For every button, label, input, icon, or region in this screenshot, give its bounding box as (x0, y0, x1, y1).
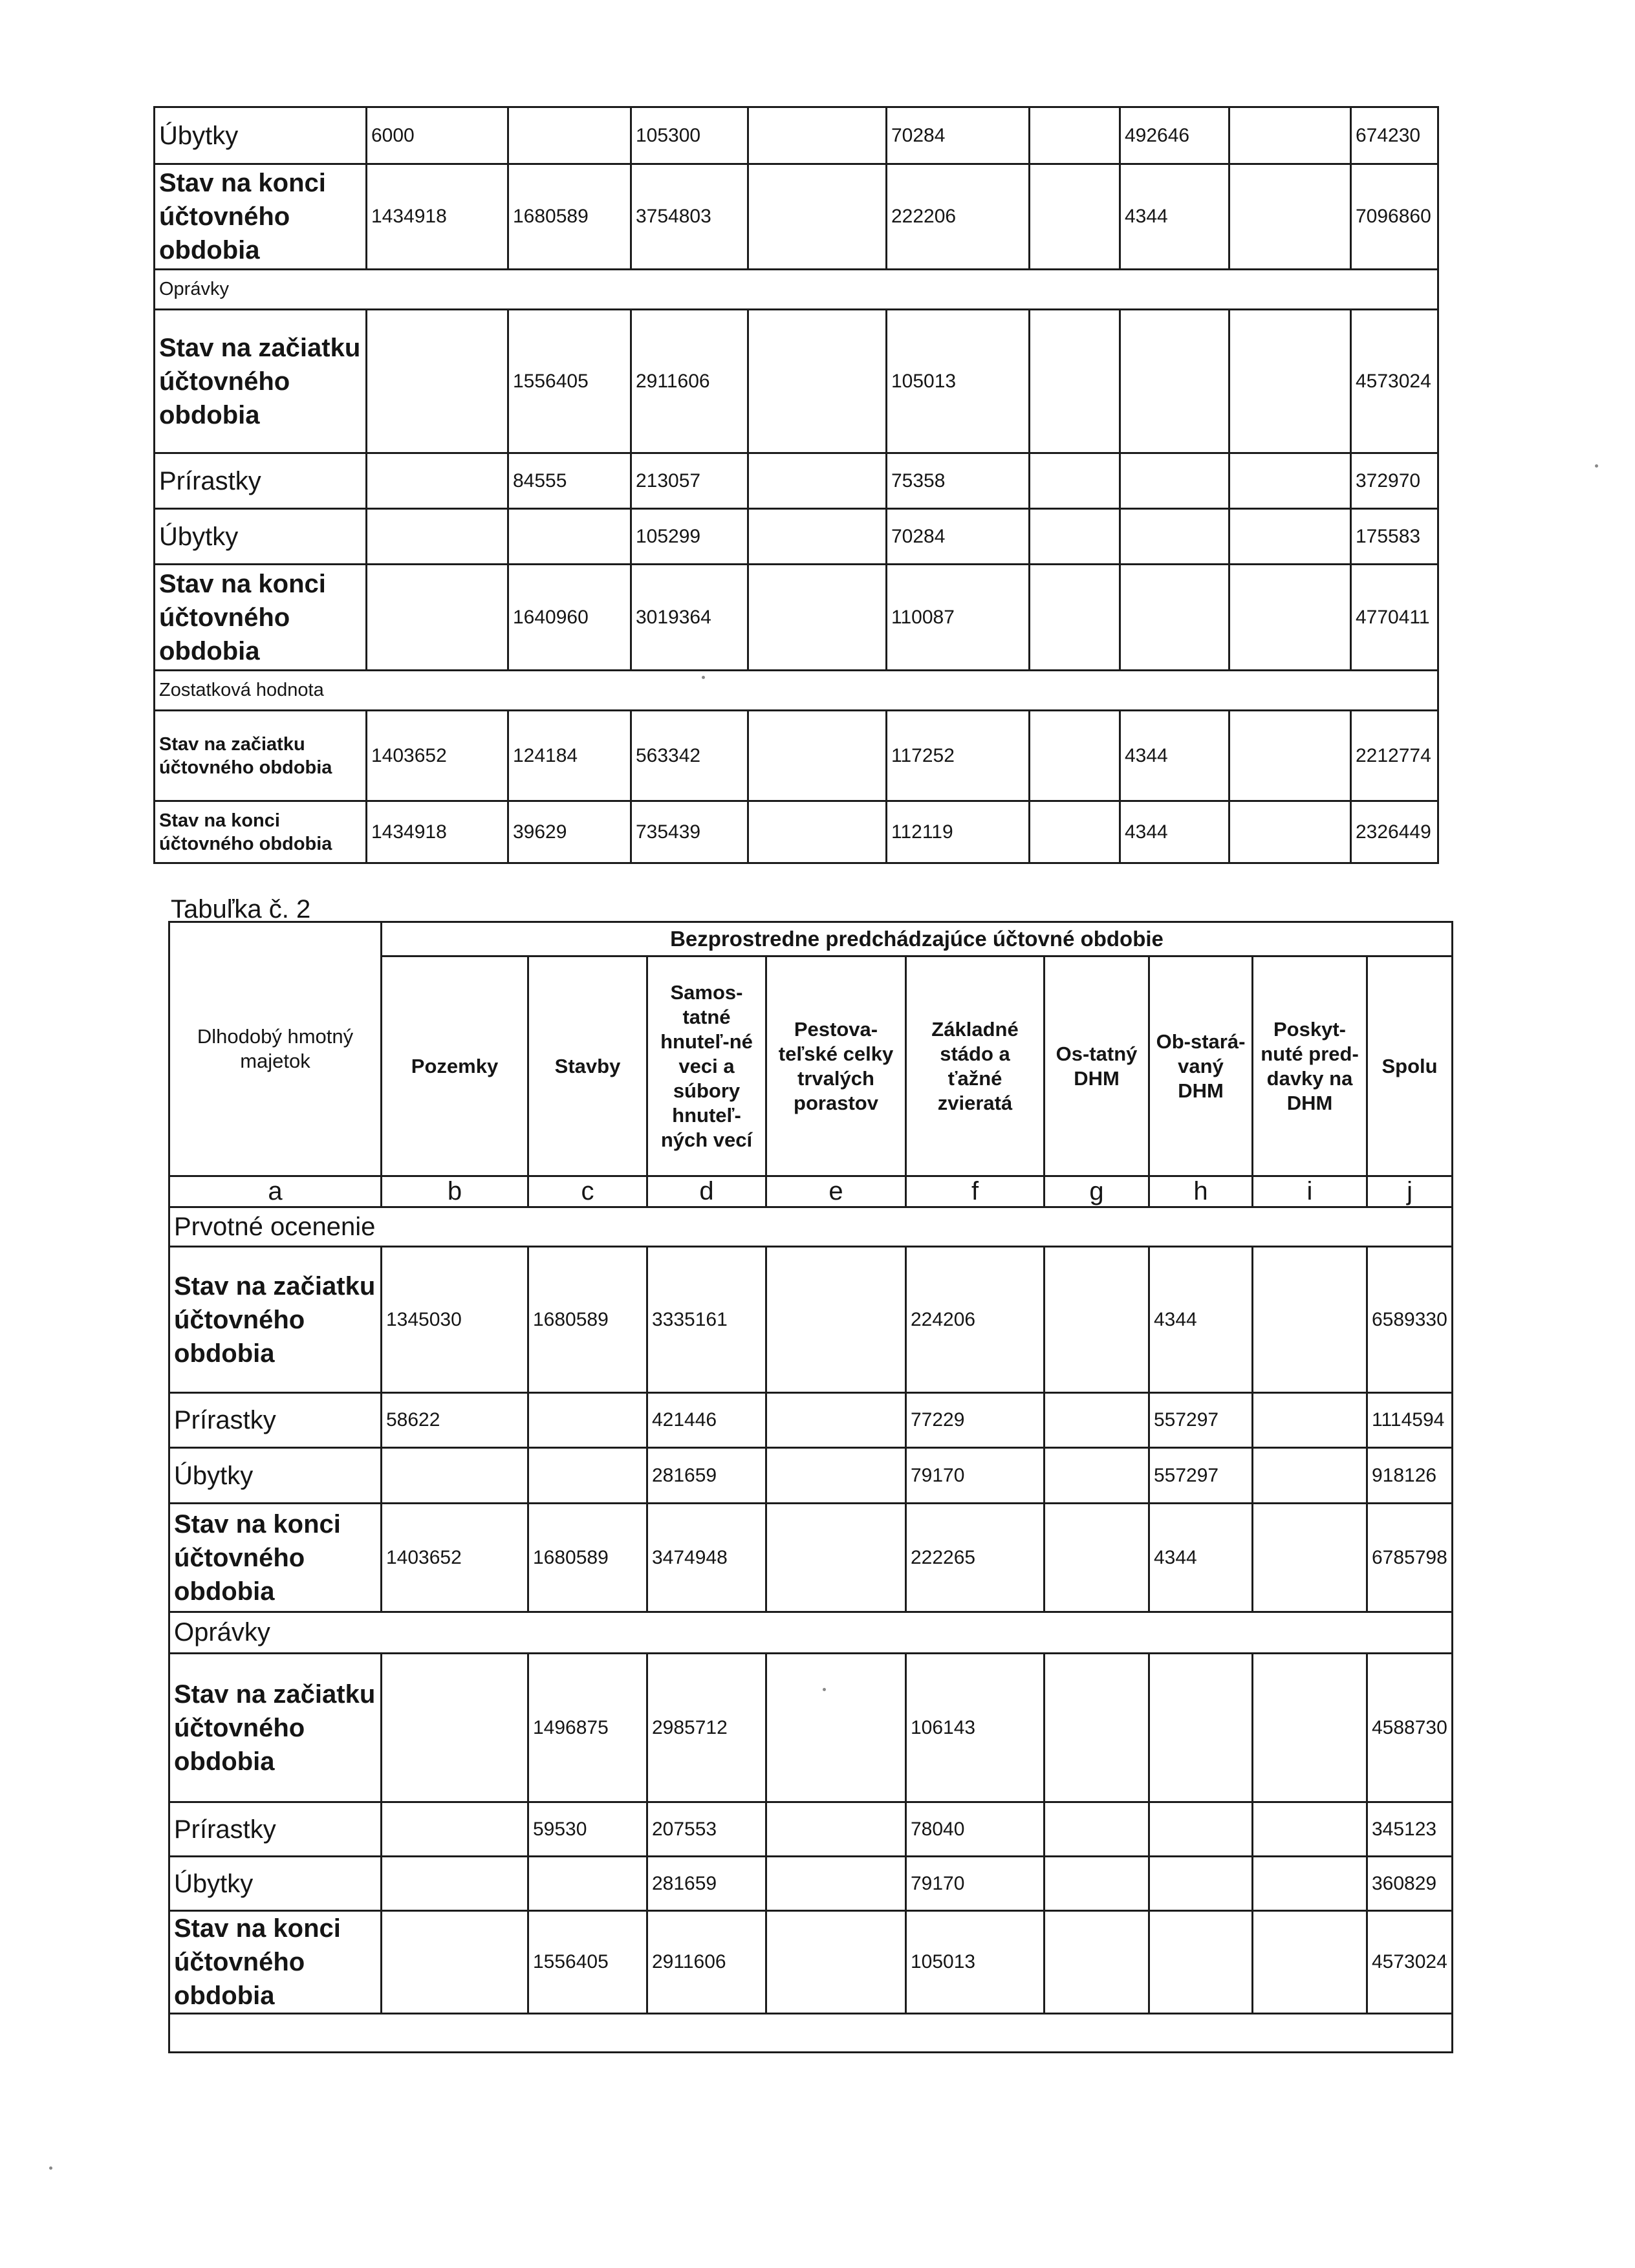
cell-c (528, 1393, 647, 1448)
cell-c (528, 1448, 647, 1504)
row-label: Stav na začiatku účtovného obdobia (169, 1247, 382, 1393)
cell-d: 207553 (647, 1802, 766, 1857)
cell-h: 4344 (1149, 1247, 1253, 1393)
row-label: Stav na konci účtovného obdobia (169, 1504, 382, 1612)
row-label: Stav na konci účtovného obdobia (155, 801, 367, 863)
cell-e (766, 1911, 906, 2014)
col-header-hnutelne-veci: Samos- tatné hnuteľ-né veci a súbory hnuteľ- ných vecí (647, 956, 766, 1176)
cell-d: 105299 (631, 509, 748, 565)
row-label: Prírastky (169, 1802, 382, 1857)
cell-c: 1496875 (528, 1654, 647, 1802)
scan-speck (49, 2166, 52, 2170)
cell-i (1229, 711, 1351, 801)
cell-b: 6000 (367, 107, 508, 164)
fixed-assets-table-previous-period (168, 921, 1453, 2053)
cell-j: 360829 (1367, 1857, 1453, 1911)
cell-j: 6785798 (1367, 1504, 1453, 1612)
cell-d: 2911606 (631, 310, 748, 453)
cell-h: 492646 (1120, 107, 1229, 164)
cell-b (382, 1654, 528, 1802)
cell-h (1149, 1654, 1253, 1802)
row-label: Úbytky (155, 107, 367, 164)
cell-d: 281659 (647, 1857, 766, 1911)
cell-g (1030, 565, 1120, 671)
row-label: Stav na konci účtovného obdobia (155, 565, 367, 671)
cell-d: 2985712 (647, 1654, 766, 1802)
table-row (155, 453, 1438, 509)
scan-speck (823, 1688, 826, 1691)
col-letter-e: e (766, 1176, 906, 1207)
cell-c (508, 509, 631, 565)
col-header-obstaravany-dhm: Ob-stará- vaný DHM (1149, 956, 1253, 1176)
cell-h: 4344 (1120, 164, 1229, 270)
cell-g (1030, 711, 1120, 801)
cell-e (766, 1802, 906, 1857)
period-header: Bezprostredne predchádzajúce účtovné obdobie (382, 922, 1453, 956)
cell-d: 3019364 (631, 565, 748, 671)
cell-d: 3335161 (647, 1247, 766, 1393)
table-row (155, 565, 1438, 671)
cell-b (382, 1802, 528, 1857)
cell-g (1045, 1247, 1149, 1393)
cell-g (1030, 107, 1120, 164)
cell-e (748, 453, 887, 509)
cell-b (367, 565, 508, 671)
cell-e (748, 509, 887, 565)
cell-e (748, 711, 887, 801)
cell-f: 224206 (906, 1247, 1045, 1393)
row-label: Stav na začiatku účtovného obdobia (169, 1654, 382, 1802)
table-row (169, 1393, 1453, 1448)
cell-j: 4588730 (1367, 1654, 1453, 1802)
cell-j: 372970 (1351, 453, 1438, 509)
cell-b: 1403652 (382, 1504, 528, 1612)
cell-i (1253, 1247, 1367, 1393)
row-label: Stav na začiatku účtovného obdobia (155, 310, 367, 453)
cell-f: 75358 (887, 453, 1030, 509)
cell-h (1120, 310, 1229, 453)
section-row (155, 671, 1438, 711)
row-header-dlhodoby-majetok: Dlhodobý hmotný majetok (169, 922, 382, 1176)
section-title-zostatkova-hodnota: Zostatková hodnota (155, 671, 1438, 711)
cell-f: 105013 (887, 310, 1030, 453)
cell-b (367, 509, 508, 565)
cell-b (382, 1448, 528, 1504)
cell-i (1253, 1802, 1367, 1857)
col-header-preddavky-dhm: Poskyt- nuté pred- davky na DHM (1253, 956, 1367, 1176)
cell-i (1253, 1654, 1367, 1802)
cell-i (1253, 1448, 1367, 1504)
cell-b (382, 1911, 528, 2014)
cell-c: 59530 (528, 1802, 647, 1857)
cell-g (1045, 1654, 1149, 1802)
table-row (155, 801, 1438, 863)
cell-i (1253, 1911, 1367, 2014)
cell-c: 124184 (508, 711, 631, 801)
cell-c: 1680589 (508, 164, 631, 270)
cell-g (1045, 1802, 1149, 1857)
col-letter-a: a (169, 1176, 382, 1207)
cell-d: 3754803 (631, 164, 748, 270)
col-header-zakladne-stado: Základné stádo a ťažné zvieratá (906, 956, 1045, 1176)
table-row (169, 1802, 1453, 1857)
row-label: Úbytky (155, 509, 367, 565)
blank-footer-cell (169, 2014, 1453, 2053)
cell-h: 557297 (1149, 1448, 1253, 1504)
cell-g (1045, 1448, 1149, 1504)
cell-e (748, 310, 887, 453)
scan-speck (702, 676, 705, 679)
cell-j: 2326449 (1351, 801, 1438, 863)
cell-f: 222206 (887, 164, 1030, 270)
cell-e (766, 1393, 906, 1448)
cell-d: 213057 (631, 453, 748, 509)
row-label: Úbytky (169, 1857, 382, 1911)
cell-f: 70284 (887, 107, 1030, 164)
section-row (169, 1207, 1453, 1247)
cell-g (1030, 453, 1120, 509)
cell-h: 4344 (1120, 711, 1229, 801)
cell-f: 105013 (906, 1911, 1045, 2014)
row-label: Prírastky (155, 453, 367, 509)
cell-g (1045, 1504, 1149, 1612)
cell-e (748, 565, 887, 671)
cell-j: 345123 (1367, 1802, 1453, 1857)
cell-j: 7096860 (1351, 164, 1438, 270)
cell-i (1253, 1504, 1367, 1612)
fixed-assets-table-current-period (153, 106, 1439, 864)
cell-h (1149, 1857, 1253, 1911)
table-row (155, 509, 1438, 565)
cell-e (748, 801, 887, 863)
cell-h (1149, 1911, 1253, 2014)
cell-h: 4344 (1120, 801, 1229, 863)
cell-d: 281659 (647, 1448, 766, 1504)
cell-b: 1434918 (367, 164, 508, 270)
cell-j: 6589330 (1367, 1247, 1453, 1393)
cell-f: 117252 (887, 711, 1030, 801)
group-header-row (169, 922, 1453, 956)
cell-b (382, 1857, 528, 1911)
col-letter-b: b (382, 1176, 528, 1207)
section-title-prvotne-ocenenie: Prvotné ocenenie (169, 1207, 1453, 1247)
row-label: Stav na konci účtovného obdobia (169, 1911, 382, 2014)
cell-h (1120, 453, 1229, 509)
col-header-pestovatelske-celky: Pestova- teľské celky trvalých porastov (766, 956, 906, 1176)
cell-b: 1434918 (367, 801, 508, 863)
section-title-opravky: Oprávky (169, 1612, 1453, 1654)
col-header-stavby: Stavby (528, 956, 647, 1176)
cell-b: 58622 (382, 1393, 528, 1448)
cell-b (367, 453, 508, 509)
cell-i (1229, 164, 1351, 270)
cell-h: 557297 (1149, 1393, 1253, 1448)
cell-b (367, 310, 508, 453)
cell-f: 70284 (887, 509, 1030, 565)
cell-d: 563342 (631, 711, 748, 801)
cell-e (748, 107, 887, 164)
cell-g (1030, 164, 1120, 270)
row-label: Stav na začiatku účtovného obdobia (155, 711, 367, 801)
blank-footer-row (169, 2014, 1453, 2053)
cell-i (1253, 1393, 1367, 1448)
scan-speck (1595, 464, 1598, 468)
cell-e (766, 1247, 906, 1393)
cell-g (1030, 310, 1120, 453)
table-row (169, 1857, 1453, 1911)
cell-c: 1640960 (508, 565, 631, 671)
cell-j: 4573024 (1351, 310, 1438, 453)
cell-e (766, 1504, 906, 1612)
col-header-pozemky: Pozemky (382, 956, 528, 1176)
cell-c (508, 107, 631, 164)
col-letter-j: j (1367, 1176, 1453, 1207)
cell-i (1229, 801, 1351, 863)
cell-j: 4770411 (1351, 565, 1438, 671)
cell-f: 78040 (906, 1802, 1045, 1857)
row-label: Úbytky (169, 1448, 382, 1504)
table-row (169, 1504, 1453, 1612)
cell-i (1253, 1857, 1367, 1911)
col-letter-c: c (528, 1176, 647, 1207)
col-letter-i: i (1253, 1176, 1367, 1207)
cell-h (1120, 565, 1229, 671)
section-row (169, 1612, 1453, 1654)
cell-j: 674230 (1351, 107, 1438, 164)
section-row (155, 270, 1438, 310)
cell-d: 2911606 (647, 1911, 766, 2014)
cell-b: 1345030 (382, 1247, 528, 1393)
cell-h (1149, 1802, 1253, 1857)
cell-c: 1556405 (528, 1911, 647, 2014)
cell-e (748, 164, 887, 270)
cell-d: 421446 (647, 1393, 766, 1448)
cell-e (766, 1654, 906, 1802)
cell-i (1229, 310, 1351, 453)
cell-h (1120, 509, 1229, 565)
cell-g (1045, 1911, 1149, 2014)
row-label: Prírastky (169, 1393, 382, 1448)
cell-j: 2212774 (1351, 711, 1438, 801)
cell-g (1030, 801, 1120, 863)
cell-f: 112119 (887, 801, 1030, 863)
table-row (169, 1911, 1453, 2014)
cell-c: 39629 (508, 801, 631, 863)
col-letter-g: g (1045, 1176, 1149, 1207)
table-row (155, 711, 1438, 801)
cell-j: 4573024 (1367, 1911, 1453, 2014)
section-title-opravky: Oprávky (155, 270, 1438, 310)
cell-e (766, 1857, 906, 1911)
table-row (169, 1247, 1453, 1393)
cell-f: 110087 (887, 565, 1030, 671)
cell-b: 1403652 (367, 711, 508, 801)
cell-i (1229, 107, 1351, 164)
cell-c: 1556405 (508, 310, 631, 453)
cell-d: 735439 (631, 801, 748, 863)
cell-g (1045, 1393, 1149, 1448)
cell-i (1229, 509, 1351, 565)
cell-f: 222265 (906, 1504, 1045, 1612)
row-label: Stav na konci účtovného obdobia (155, 164, 367, 270)
col-header-spolu: Spolu (1367, 956, 1453, 1176)
column-letter-row (169, 1176, 1453, 1207)
table-row (155, 164, 1438, 270)
cell-j: 918126 (1367, 1448, 1453, 1504)
cell-g (1030, 509, 1120, 565)
cell-f: 77229 (906, 1393, 1045, 1448)
col-header-ostatny-dhm: Os-tatný DHM (1045, 956, 1149, 1176)
cell-c: 84555 (508, 453, 631, 509)
cell-c (528, 1857, 647, 1911)
cell-i (1229, 565, 1351, 671)
cell-j: 175583 (1351, 509, 1438, 565)
cell-f: 79170 (906, 1857, 1045, 1911)
cell-c: 1680589 (528, 1504, 647, 1612)
cell-f: 79170 (906, 1448, 1045, 1504)
table-row (169, 1654, 1453, 1802)
col-letter-d: d (647, 1176, 766, 1207)
col-letter-f: f (906, 1176, 1045, 1207)
table-row (169, 1448, 1453, 1504)
cell-i (1229, 453, 1351, 509)
cell-d: 105300 (631, 107, 748, 164)
col-letter-h: h (1149, 1176, 1253, 1207)
cell-c: 1680589 (528, 1247, 647, 1393)
cell-j: 1114594 (1367, 1393, 1453, 1448)
cell-e (766, 1448, 906, 1504)
table-row (155, 310, 1438, 453)
table-row (155, 107, 1438, 164)
cell-d: 3474948 (647, 1504, 766, 1612)
cell-f: 106143 (906, 1654, 1045, 1802)
table-caption: Tabuľka č. 2 (171, 895, 311, 923)
cell-h: 4344 (1149, 1504, 1253, 1612)
cell-g (1045, 1857, 1149, 1911)
